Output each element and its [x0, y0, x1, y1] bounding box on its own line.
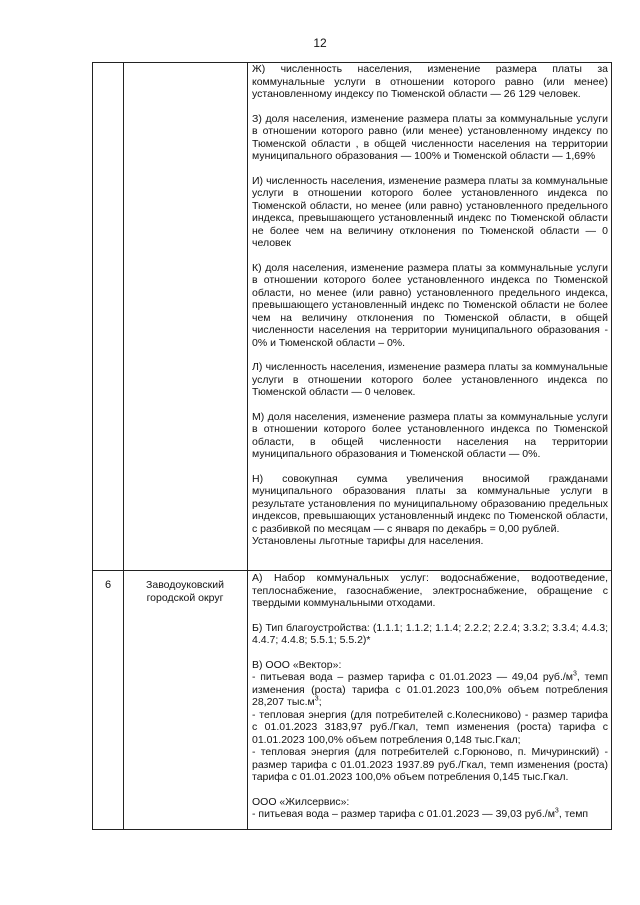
paragraph-v1: - питьевая вода – размер тарифа с 01.01.2023 — 49,04 $руб./м^3$, темп изменения (роста) тарифа с 01.01.2023 100,0% объем потребления 28,207 $тыс.м^3$; [252, 670, 608, 708]
top-paragraph-block [252, 63, 608, 548]
paragraph-i: И) численность населения, изменение размера платы за коммунальные услуги в отношении которого более установленного индекса по Тюменской области, но менее (или равно) установленного предельного индекса, превышающего установленный индекс по Тюменской области не более чем на величину отклонения по Тюменской области — 0 человек [252, 174, 608, 249]
paragraph-tariffs: Установлены льготные тарифы для населения. [252, 535, 484, 547]
paragraph-zh: Ж) численность населения, изменение размера платы за коммунальные услуги в отношении которого равно (или менее) установленному индексу по Тюменской области — 26 129 человек. [252, 63, 608, 100]
row6-paragraph-block [252, 572, 608, 821]
page-number: 12 [313, 36, 327, 50]
paragraph-m: М) доля населения, изменение размера платы за коммунальные услуги в отношении которого более установленного индекса по Тюменской области, в общей численности населения на территории муниципального образования и Тюменской области — 0%. [252, 410, 608, 460]
paragraph-v-heading: В) ООО «Вектор»: [252, 658, 342, 671]
paragraph-z: З) доля населения, изменение размера платы за коммунальные услуги в отношении которого равно (или менее) установленному индексу по Тюменской области , в общей численности населения на территории муниципального образования — 100% и Тюменской области — 1,69% [252, 112, 608, 162]
paragraph-b: Б) Тип благоустройства: (1.1.1; 1.1.2; 1.1.4; 2.2.2; 2.2.4; 3.3.2; 3.3.4; 4.4.3; 4.4.7; 4.4.8; 5.5.1; 5.5.2)* [252, 621, 608, 646]
paragraph-v2: - тепловая энергия (для потребителей с.Колесниково) - размер тарифа с 01.01.2023 3183,97 руб./Гкал, темп изменения (роста) тарифа с 01.01.2023 100,0% объем потребления 0,148 тыс.Гкал; [252, 708, 608, 746]
column-divider [247, 63, 248, 829]
row-divider [93, 570, 611, 571]
paragraph-zhilservis-1: - питьевая вода – размер тарифа с 01.01.2023 — 39,03 $руб./м^3$, темп [252, 807, 589, 820]
paragraph-a: А) Набор коммунальных услуг: водоснабжение, водоотведение, теплоснабжение, газоснабжение, электроснабжение, обращение с твердыми коммунальными отходами. [252, 572, 608, 609]
paragraph-n: Н) совокупная сумма увеличения вносимой гражданами муниципального образования платы за коммунальные услуги в результате установления по муниципальному образованию предельных индексов, превышающих установленный индекс по Тюменской области, с разбивкой по месяцам — с января по декабрь = 0,00 рублей. [252, 472, 608, 535]
paragraph-zhilservis-heading: ООО «Жилсервис»: [252, 795, 350, 808]
column-divider [123, 63, 124, 829]
paragraph-k: К) доля населения, изменение размера платы за коммунальные услуги в отношении которого более установленного индекса по Тюменской области, но менее (или равно) установленного предельного индекса, превышающего установленный индекс по Тюменской области не более чем на величину отклонения по Тюменской области, в общей численности населения на территории муниципального образования - 0% и Тюменской области – 0%. [252, 261, 608, 349]
paragraph-v3: - тепловая энергия (для потребителей с.Горюново, п. Мичуринский) - размер тарифа с 01.01.2023 1937.89 руб./Гкал, темп изменения (роста) тарифа с 01.01.2023 100,0% объем потребления 0,145 тыс.Гкал. [252, 746, 608, 783]
row-number: 6 [104, 579, 112, 591]
data-table [92, 62, 612, 830]
municipality-name: Заводоуковский городской округ [146, 579, 224, 604]
paragraph-l: Л) численность населения, изменение размера платы за коммунальные услуги в отношении которого более установленного индекса по Тюменской области — 0 человек. [252, 361, 608, 398]
